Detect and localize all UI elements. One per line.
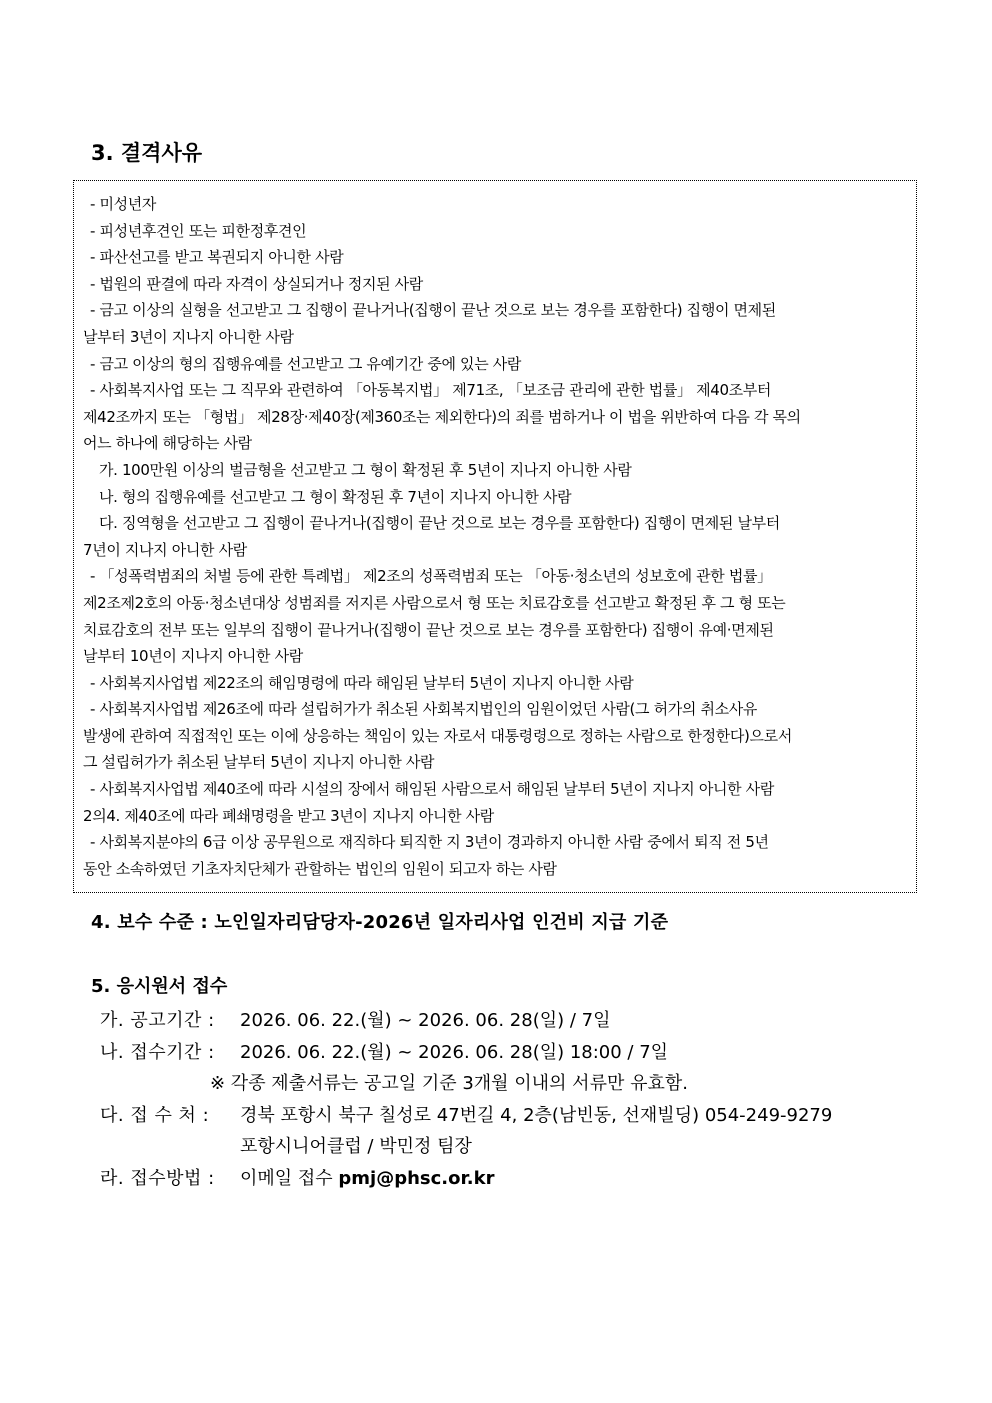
disqualification-line: 가. 100만원 이상의 벌금형을 선고받고 그 형이 확정된 후 5년이 지나지 아니한 사람 [99,460,632,479]
section-5-heading: 5. 응시원서 접수 [91,976,228,997]
disqualification-line: - 피성년후견인 또는 피한정후견인 [90,221,307,240]
section-4-heading: 4. 보수 수준 : 노인일자리담당자-2026년 일자리사업 인건비 지급 기준 [91,912,669,933]
disqualification-line: 날부터 3년이 지나지 아니한 사람 [83,327,294,346]
receipt-method-text: 이메일 접수 [240,1167,339,1189]
receipt-place-row [100,1100,920,1132]
disqualification-line: 동안 소속하였던 기초자치단체가 관할하는 법인의 임원이 되고자 하는 사람 [83,859,557,878]
receipt-method-value [240,1163,494,1195]
receipt-contact: 포항시니어클럽 / 박민정 팀장 [240,1136,472,1157]
disqualification-line: 제42조까지 또는 「형법」 제28장·제40장(제360조는 제외한다)의 죄를 범하거나 이 법을 위반하여 다음 각 목의 [83,407,801,426]
receipt-method-row [100,1163,920,1195]
disqualification-line: 그 설립허가가 취소된 날부터 5년이 지나지 아니한 사람 [83,753,435,772]
disqualification-line: - 사회복지사업 또는 그 직무와 관련하여 「아동복지법」 제71조, 「보조금 관리에 관한 법률」 제40조부터 [90,381,772,400]
receipt-period-label: 나. 접수기간 : [100,1041,215,1063]
contact-email[interactable]: pmj@phsc.or.kr [338,1167,495,1189]
disqualification-line: - 사회복지사업법 제22조의 해임명령에 따라 해임된 날부터 5년이 지나지 아니한 사람 [90,673,634,692]
disqualification-line: - 사회복지사업법 제26조에 따라 설립허가가 취소된 사회복지법인의 임원이었던 사람(그 허가의 취소사유 [90,700,758,719]
disqualification-line: - 사회복지분야의 6급 이상 공무원으로 재직하다 퇴직한 지 3년이 경과하지 아니한 사람 중에서 퇴직 전 5년 [90,833,769,852]
disqualification-line: 어느 하나에 해당하는 사람 [83,434,252,453]
section-3-heading: 3. 결격사유 [91,141,203,165]
disqualification-line: 제2조제2호의 아동·청소년대상 성범죄를 저지른 사람으로서 형 또는 치료감호를 선고받고 확정된 후 그 형 또는 [83,593,786,612]
application-info [100,1005,920,1194]
disqualification-line: 2의4. 제40조에 따라 폐쇄명령을 받고 3년이 지나지 아니한 사람 [83,806,494,825]
disqualification-line: 발생에 관하여 직접적인 또는 이에 상응하는 책임이 있는 자로서 대통령령으로 정하는 사람으로 한정한다)으로서 [83,726,792,745]
disqualification-box [73,180,917,893]
disqualification-line: - 법원의 판결에 따라 자격이 상실되거나 정지된 사람 [90,274,423,293]
disqualification-line: - 금고 이상의 형의 집행유예를 선고받고 그 유예기간 중에 있는 사람 [90,354,522,373]
receipt-period-row [100,1037,920,1069]
receipt-place-label: 다. 접 수 처 : [100,1104,210,1126]
disqualification-line: 나. 형의 집행유예를 선고받고 그 형이 확정된 후 7년이 지나지 아니한 사람 [99,487,572,506]
notice-period-row [100,1005,920,1037]
disqualification-line: - 미성년자 [90,195,157,213]
document-validity-note: ※ 각종 제출서류는 공고일 기준 3개월 이내의 서류만 유효함. [210,1073,688,1094]
disqualification-line: - 사회복지사업법 제40조에 따라 시설의 장에서 해임된 사람으로서 해임된 날부터 5년이 지나지 아니한 사람 [90,780,774,799]
notice-period-label: 가. 공고기간 : [100,1010,215,1031]
disqualification-line: 다. 징역형을 선고받고 그 집행이 끝나거나(집행이 끝난 것으로 보는 경우를 포함한다) 집행이 면제된 날부터 [99,514,780,533]
receipt-place-value: 경북 포항시 북구 칠성로 47번길 4, 2층(남빈동, 선재빌딩) 054-249-9279 [240,1104,833,1126]
receipt-period-value: 2026. 06. 22.(월) ~ 2026. 06. 28(일) 18:00 / 7일 [240,1041,669,1063]
receipt-method-label: 라. 접수방법 : [100,1167,215,1189]
disqualification-line: 날부터 10년이 지나지 아니한 사람 [83,647,303,666]
disqualification-line: - 「성폭력범죄의 처벌 등에 관한 특례법」 제2조의 성폭력범죄 또는 「아동·청소년의 성보호에 관한 법률」 [90,567,772,586]
disqualification-line: 치료감호의 전부 또는 일부의 집행이 끝나거나(집행이 끝난 것으로 보는 경우를 포함한다) 집행이 유예·면제된 [83,620,774,639]
disqualification-line: - 파산선고를 받고 복권되지 아니한 사람 [90,248,344,267]
notice-period-value: 2026. 06. 22.(월) ~ 2026. 06. 28(일) / 7일 [240,1010,611,1031]
disqualification-line: - 금고 이상의 실형을 선고받고 그 집행이 끝나거나(집행이 끝난 것으로 보는 경우를 포함한다) 집행이 면제된 [90,301,776,320]
disqualification-line: 7년이 지나지 아니한 사람 [83,540,247,559]
